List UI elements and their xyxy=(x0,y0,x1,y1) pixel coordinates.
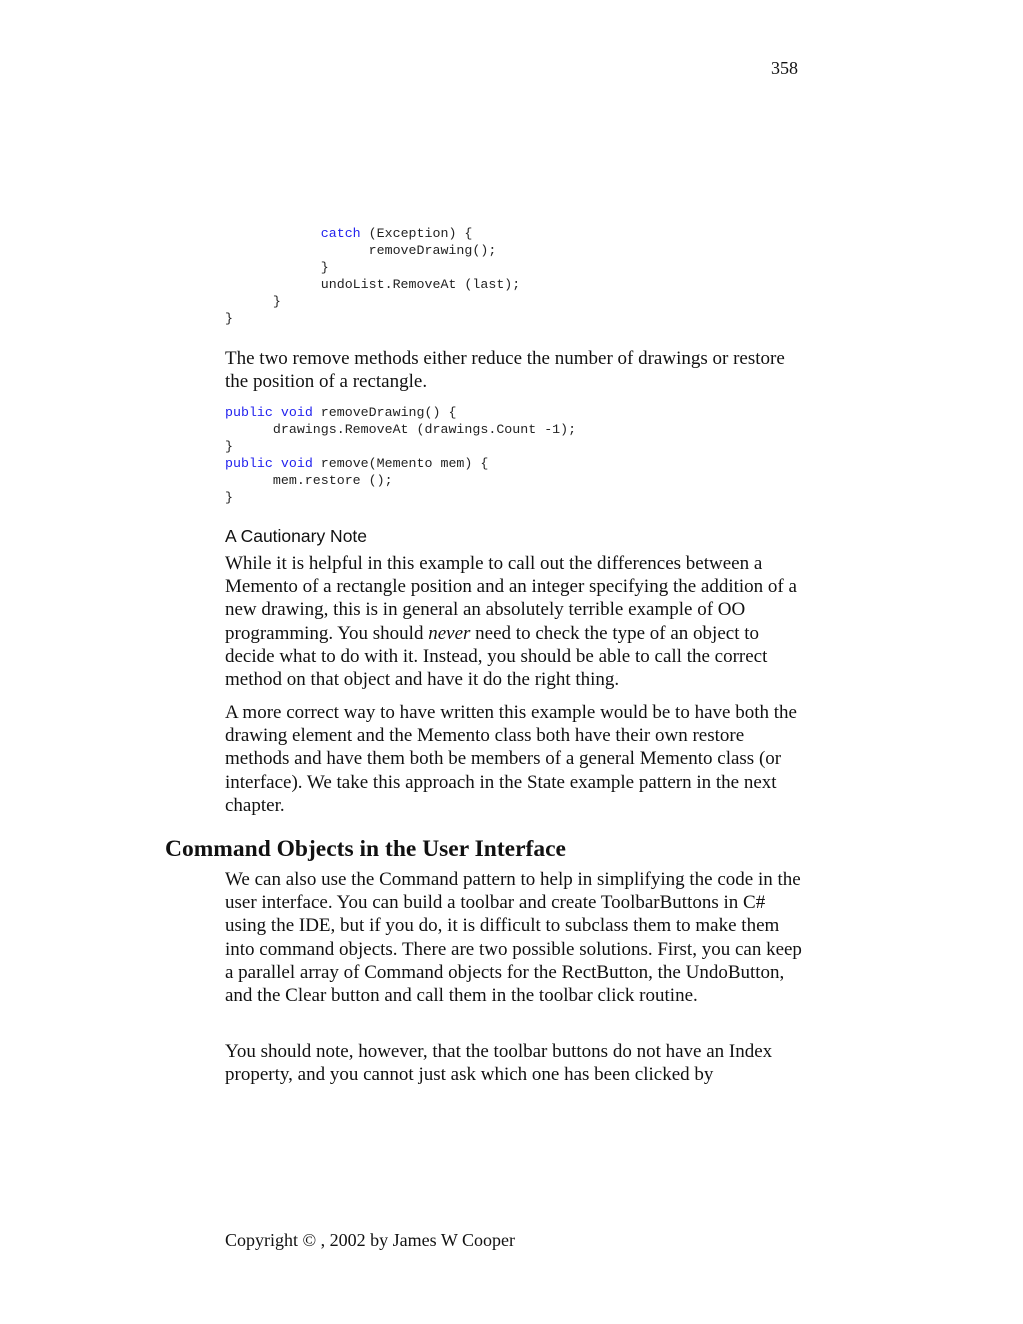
code-text: } xyxy=(225,490,233,505)
text-run: While it is helpful in this example to call out the differences between a Memento of a rectangle position and an integer specifying the addition of a new drawing, this is in general an absolutely terrible example of OO programming. You should xyxy=(225,553,797,644)
paragraph-toolbar-note: You should note, however, that the toolbar buttons do not have an Index property, and you cannot just ask which one has been clicked by xyxy=(225,1041,773,1086)
footer-copyright: Copyright © , 2002 by James W Cooper xyxy=(225,1230,515,1250)
code-keyword: void xyxy=(280,405,313,420)
paragraph-command-pattern: We can also use the Command pattern to help in simplifying the code in the user interface. You can build a toolbar and create ToolbarButtons in C# using the IDE, but if you do, it is difficult to subclass them to make them into command objects. There are two possible solutions. First, you can keep a parallel array of Command objects for the RectButton, the UndoButton, and the Clear button and call them in the toolbar click routine. xyxy=(225,869,802,1007)
code-text: removeDrawing() { xyxy=(312,405,457,420)
code-text: undoList.RemoveAt (last); xyxy=(320,277,521,292)
code-text: remove(Memento mem) { xyxy=(312,456,489,471)
subheading-cautionary-note: A Cautionary Note xyxy=(225,526,368,546)
code-text: } xyxy=(272,294,281,309)
code-block-remove xyxy=(225,404,576,506)
code-text: } xyxy=(225,439,233,454)
text-run: need to check the type of an object to decide what to do with it. Instead, you should be able to call the correct method on that object and have it do the right thing. xyxy=(225,622,768,691)
paragraph-remove-methods: The two remove methods either reduce the number of drawings or restore the position of a rectangle. xyxy=(225,348,785,393)
code-text: } xyxy=(225,311,233,326)
code-block-catch xyxy=(225,225,520,327)
code-text: (Exception) { xyxy=(360,226,473,241)
paragraph-cautionary xyxy=(225,552,805,691)
code-keyword: public xyxy=(225,456,273,471)
code-keyword: void xyxy=(280,456,313,471)
code-text: mem.restore (); xyxy=(272,473,393,488)
code-keyword: catch xyxy=(320,226,361,241)
emphasis-text: never xyxy=(428,622,471,644)
section-heading: Command Objects in the User Interface xyxy=(165,836,566,862)
code-text: removeDrawing(); xyxy=(368,243,497,258)
page-number: 358 xyxy=(771,58,798,78)
code-text: drawings.RemoveAt (drawings.Count -1); xyxy=(272,422,577,437)
paragraph-correct-way: A more correct way to have written this example would be to have both the drawing element and the Memento class both have their own restore methods and have them both be members of a general Memento class (or interface). We take this approach in the State example pattern in the next chapter. xyxy=(225,702,797,816)
code-keyword: public xyxy=(225,405,273,420)
code-text: } xyxy=(320,260,329,275)
